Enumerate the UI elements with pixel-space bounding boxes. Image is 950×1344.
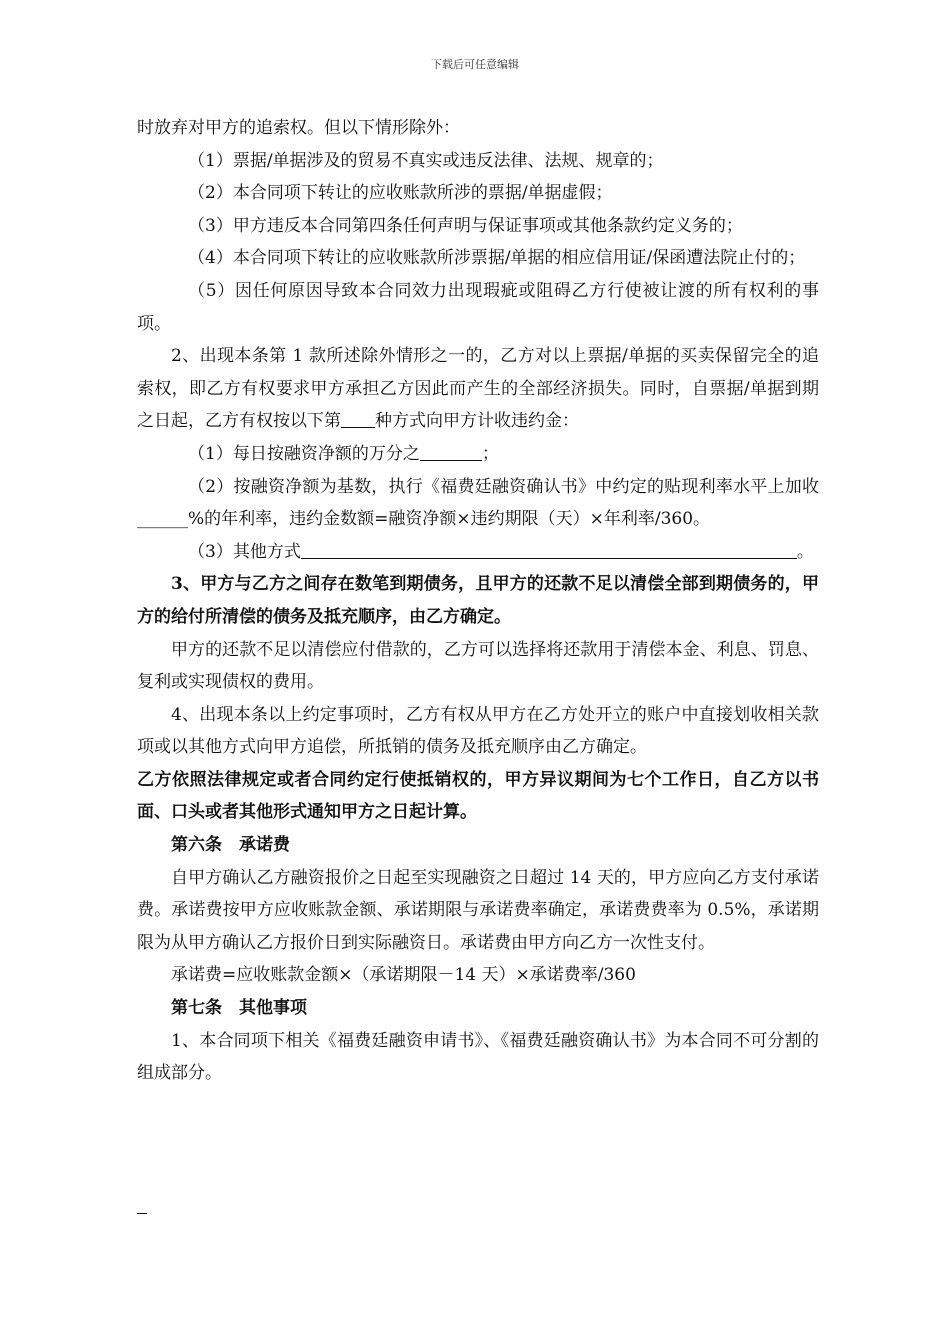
blank-line xyxy=(341,409,375,428)
paragraph: 1、本合同项下相关《福费廷融资申请书》、《福费廷融资确认书》为本合同不可分割的组成部分。 xyxy=(137,1030,819,1084)
list-item: （3）甲方违反本合同第四条任何声明与保证事项或其他条款约定义务的； xyxy=(188,215,743,236)
paragraph-text: （3）其他方式 xyxy=(188,541,301,562)
paragraph: 时放弃对甲方的追索权。但以下情形除外： xyxy=(137,118,460,138)
paragraph-text: 种方式向甲方计收违约金： xyxy=(375,411,579,432)
blank-line xyxy=(420,442,482,461)
paragraph-text: 2、出现本条第 1 款所述除外情形之一的，乙方对以上票据/单据的买卖保留完全的追索权，即乙方有权要求甲方承担乙方因此而产生的全部经济损失。同时，自票据/单据到期之日起，乙方有权按以下第 xyxy=(137,346,819,432)
list-item xyxy=(137,536,819,569)
paragraph xyxy=(137,340,819,438)
paragraph: 甲方的还款不足以清偿应付借款的，乙方可以选择将还款用于清偿本金、利息、罚息、复利或实现债权的费用。 xyxy=(137,639,819,693)
section-heading: 第七条 其他事项 xyxy=(171,998,307,1019)
paragraph: 4、出现本条以上约定事项时，乙方有权从甲方在乙方处开立的账户中直接划收相关款项或以其他方式向甲方追偿，所抵销的债务及抵充顺序由乙方确定。 xyxy=(137,704,819,758)
list-item: （2）本合同项下转让的应收账款所涉的票据/单据虚假； xyxy=(188,183,613,204)
paragraph-text: 。 xyxy=(796,541,814,562)
list-item: （4）本合同项下转让的应收账款所涉票据/单据的相应信用证/保函遭法院止付的； xyxy=(188,248,806,269)
paragraph-bold: 乙方依照法律规定或者合同约定行使抵销权的，甲方异议期间为七个工作日，自乙方以书面、口头或者其他形式通知甲方之日起计算。 xyxy=(137,769,819,823)
footer-mark xyxy=(137,1213,147,1214)
list-item: （5）因任何原因导致本合同效力出现瑕疵或阻碍乙方行使被让渡的所有权利的事项。 xyxy=(137,280,819,334)
list-item: （2）按融资净额为基数，执行《福费廷融资确认书》中约定的贴现利率水平上加收______%的年利率，违约金数额=融资净额×违约期限（天）×年利率/360。 xyxy=(137,476,819,530)
paragraph-text: ； xyxy=(481,443,499,464)
formula: 承诺费=应收账款金额×（承诺期限－14 天）×承诺费率/360 xyxy=(171,965,636,986)
blank-line xyxy=(301,540,797,559)
list-item: （1）票据/单据涉及的贸易不真实或违反法律、法规、规章的； xyxy=(188,150,664,171)
section-heading: 第六条 承诺费 xyxy=(171,835,290,856)
paragraph-text: （1）每日按融资净额的万分之 xyxy=(188,443,420,464)
paragraph: 自甲方确认乙方融资报价之日起至实现融资之日超过 14 天的，甲方应向乙方支付承诺费。承诺费按甲方应收账款金额、承诺期限与承诺费率确定，承诺费费率为 0.5%，承诺期限为从甲方确认乙方报价日到实际融资日。承诺费由甲方向乙方一次性支付。 xyxy=(137,867,819,953)
document-body xyxy=(137,112,819,1090)
list-item xyxy=(137,438,819,471)
page-header: 下载后可任意编辑 xyxy=(431,58,519,71)
paragraph-bold: 3、甲方与乙方之间存在数笔到期债务，且甲方的还款不足以清偿全部到期债务的，甲方的给付所清偿的债务及抵充顺序，由乙方确定。 xyxy=(137,574,819,627)
